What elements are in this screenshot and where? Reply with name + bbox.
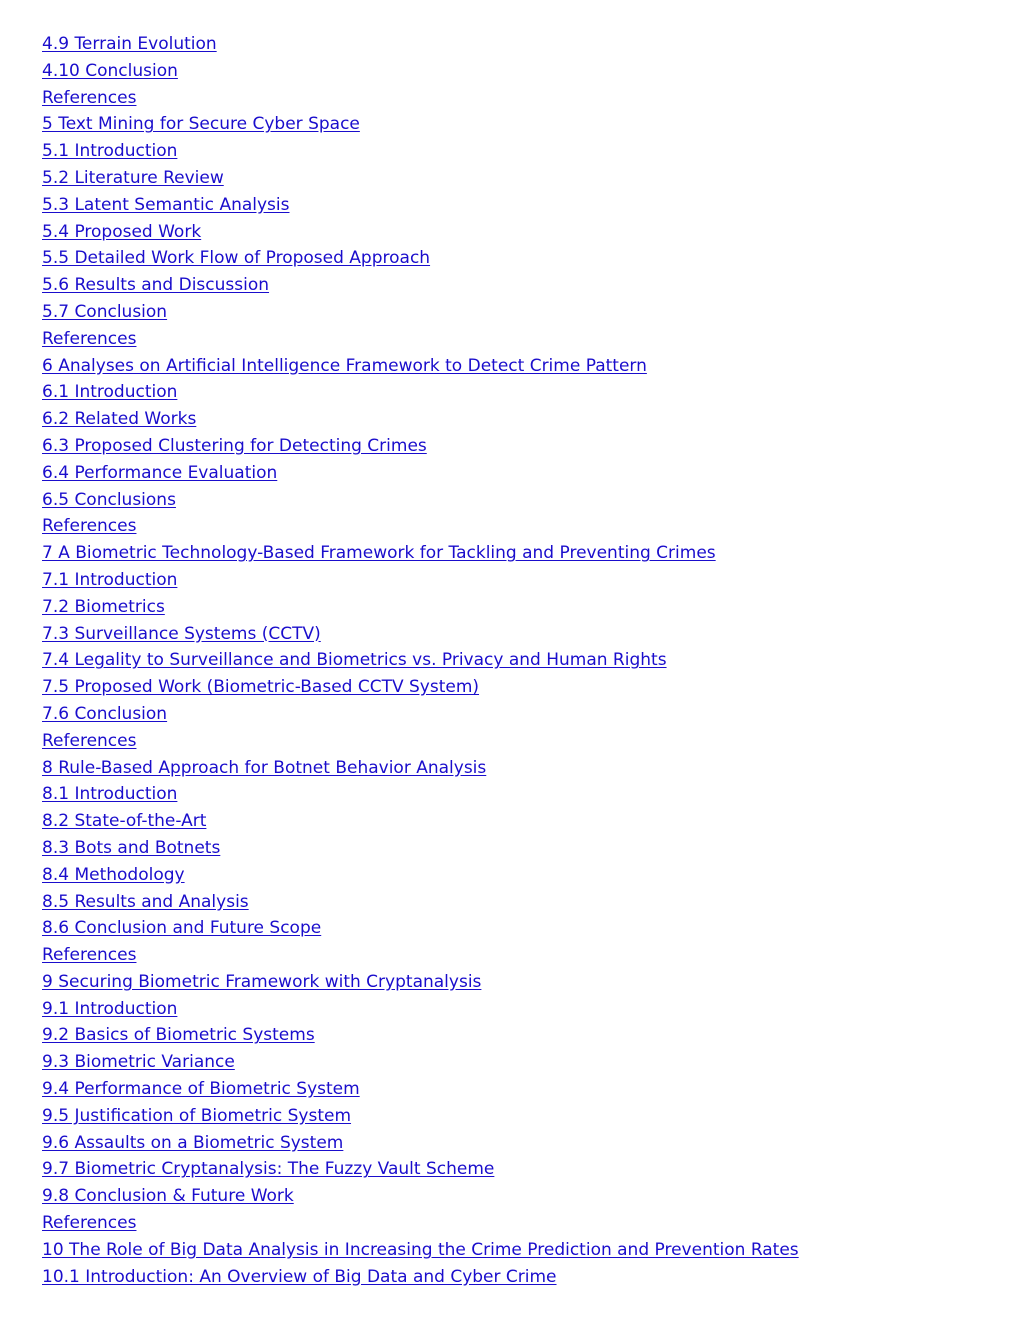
- toc-entry: [42, 460, 799, 487]
- toc-entry: [42, 165, 799, 192]
- toc-entry: [42, 326, 799, 353]
- toc-link[interactable]: References: [42, 87, 137, 108]
- toc-link[interactable]: 6.5 Conclusions: [42, 489, 176, 510]
- toc-entry: [42, 1156, 799, 1183]
- toc-entry: [42, 781, 799, 808]
- toc-entry: [42, 1237, 799, 1264]
- toc-link[interactable]: 6.3 Proposed Clustering for Detecting Crimes: [42, 435, 427, 456]
- toc-link[interactable]: 7.3 Surveillance Systems (CCTV): [42, 623, 321, 644]
- toc-link[interactable]: 9.5 Justification of Biometric System: [42, 1105, 352, 1126]
- toc-link[interactable]: 4.9 Terrain Evolution: [42, 34, 217, 54]
- toc-entry: [42, 1076, 799, 1103]
- toc-link[interactable]: 8.3 Bots and Botnets: [42, 837, 221, 858]
- toc-link[interactable]: References: [42, 730, 137, 751]
- toc-link[interactable]: 7 A Biometric Technology-Based Framework for Tackling and Preventing Crimes: [42, 543, 716, 564]
- toc-entry: [42, 487, 799, 514]
- toc-entry: [42, 406, 799, 433]
- toc-link[interactable]: 5.1 Introduction: [42, 141, 178, 162]
- toc-link[interactable]: 8.6 Conclusion and Future Scope: [42, 918, 322, 939]
- toc-entry: [42, 85, 799, 112]
- toc-link[interactable]: 6.1 Introduction: [42, 382, 178, 403]
- toc-entry: [42, 996, 799, 1023]
- toc-entry: [42, 567, 799, 594]
- toc-link[interactable]: 10 The Role of Big Data Analysis in Increasing the Crime Prediction and Prevention Rates: [42, 1239, 799, 1260]
- toc-entry: [42, 299, 799, 326]
- toc-link[interactable]: 7.5 Proposed Work (Biometric-Based CCTV System): [42, 677, 480, 698]
- toc-link[interactable]: 9.7 Biometric Cryptanalysis: The Fuzzy Vault Scheme: [42, 1159, 495, 1180]
- toc-entry: [42, 1130, 799, 1157]
- toc-entry: [42, 755, 799, 782]
- toc-link[interactable]: 7.1 Introduction: [42, 569, 178, 590]
- toc-entry: [42, 111, 799, 138]
- toc-entry: [42, 1264, 799, 1291]
- toc-entry: [42, 1210, 799, 1237]
- toc-entry: [42, 272, 799, 299]
- toc-entry: [42, 674, 799, 701]
- toc-link[interactable]: References: [42, 516, 137, 537]
- toc-link[interactable]: 9.1 Introduction: [42, 998, 178, 1019]
- toc-link[interactable]: 6 Analyses on Artificial Intelligence Framework to Detect Crime Pattern: [42, 355, 647, 376]
- toc-link[interactable]: 7.4 Legality to Surveillance and Biometrics vs. Privacy and Human Rights: [42, 650, 667, 671]
- toc-entry: [42, 915, 799, 942]
- toc-link[interactable]: 9.8 Conclusion & Future Work: [42, 1186, 294, 1207]
- toc-link[interactable]: References: [42, 945, 137, 966]
- toc-link[interactable]: 9.6 Assaults on a Biometric System: [42, 1132, 344, 1153]
- toc-link[interactable]: 9.4 Performance of Biometric System: [42, 1079, 360, 1100]
- toc-entry: [42, 192, 799, 219]
- toc-link[interactable]: 5 Text Mining for Secure Cyber Space: [42, 114, 360, 135]
- toc-entry: [42, 540, 799, 567]
- toc-entry: [42, 433, 799, 460]
- toc-entry: [42, 808, 799, 835]
- toc-link[interactable]: 5.3 Latent Semantic Analysis: [42, 194, 290, 215]
- toc-link[interactable]: 5.2 Literature Review: [42, 167, 224, 188]
- toc-link[interactable]: 6.2 Related Works: [42, 409, 197, 430]
- toc-entry: [42, 245, 799, 272]
- toc-link[interactable]: 9 Securing Biometric Framework with Cryptanalysis: [42, 971, 482, 992]
- toc-entry: [42, 862, 799, 889]
- toc-entry: [42, 138, 799, 165]
- toc-link[interactable]: 8.5 Results and Analysis: [42, 891, 249, 912]
- toc-entry: [42, 1183, 799, 1210]
- toc-entry: [42, 942, 799, 969]
- toc-link[interactable]: 8.1 Introduction: [42, 784, 178, 805]
- toc-entry: [42, 835, 799, 862]
- toc-link[interactable]: 6.4 Performance Evaluation: [42, 462, 278, 483]
- toc-link[interactable]: 5.6 Results and Discussion: [42, 275, 270, 296]
- toc-entry: [42, 1022, 799, 1049]
- toc-link[interactable]: 8.4 Methodology: [42, 864, 185, 885]
- toc-entry: [42, 219, 799, 246]
- toc-entry: [42, 353, 799, 380]
- toc-entry: [42, 621, 799, 648]
- toc-entry: [42, 1103, 799, 1130]
- toc-entry: [42, 728, 799, 755]
- toc-link[interactable]: 7.6 Conclusion: [42, 703, 168, 724]
- toc-entry: [42, 379, 799, 406]
- toc-link[interactable]: 9.3 Biometric Variance: [42, 1052, 235, 1073]
- toc-link[interactable]: References: [42, 328, 137, 349]
- toc-entry: [42, 969, 799, 996]
- toc-link[interactable]: 7.2 Biometrics: [42, 596, 165, 617]
- toc-entry: [42, 889, 799, 916]
- toc-link[interactable]: References: [42, 1213, 137, 1234]
- toc-link[interactable]: 5.5 Detailed Work Flow of Proposed Approach: [42, 248, 431, 269]
- toc-link[interactable]: 8 Rule-Based Approach for Botnet Behavior Analysis: [42, 757, 487, 778]
- toc-entry: [42, 647, 799, 674]
- table-of-contents: [42, 31, 799, 1290]
- toc-link[interactable]: 5.7 Conclusion: [42, 301, 168, 322]
- toc-entry: [42, 513, 799, 540]
- toc-link[interactable]: 5.4 Proposed Work: [42, 221, 202, 242]
- toc-entry: [42, 31, 799, 58]
- toc-link[interactable]: 10.1 Introduction: An Overview of Big Data and Cyber Crime: [42, 1266, 557, 1287]
- toc-entry: [42, 701, 799, 728]
- toc-link[interactable]: 9.2 Basics of Biometric Systems: [42, 1025, 315, 1046]
- toc-entry: [42, 58, 799, 85]
- toc-link[interactable]: 8.2 State-of-the-Art: [42, 811, 207, 832]
- toc-link[interactable]: 4.10 Conclusion: [42, 60, 178, 81]
- toc-entry: [42, 594, 799, 621]
- toc-entry: [42, 1049, 799, 1076]
